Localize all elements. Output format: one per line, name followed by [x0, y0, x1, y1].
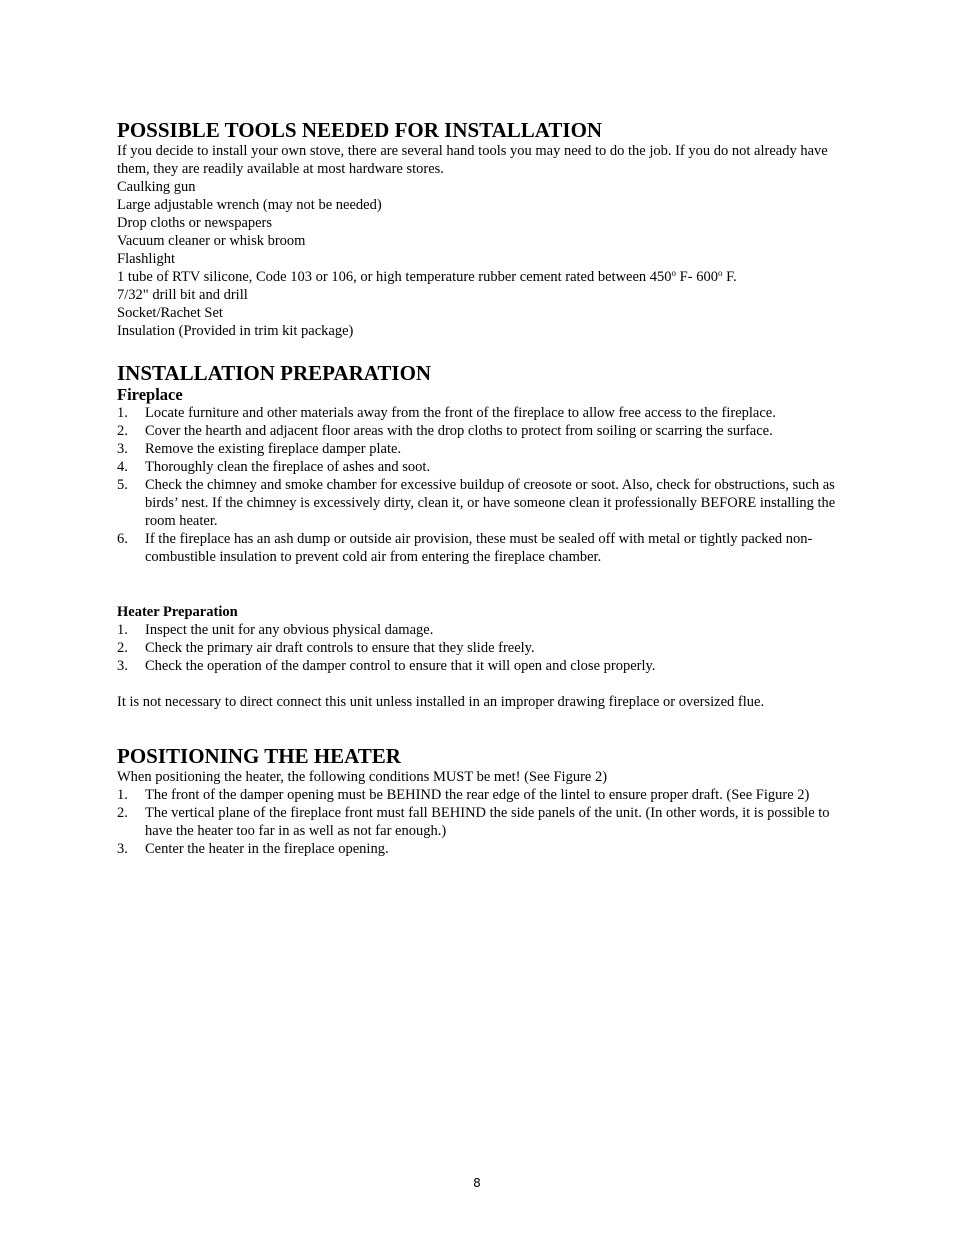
tool-item: Flashlight — [117, 251, 176, 267]
rtv-text-middle: F- 600 — [676, 269, 718, 285]
page-number: 8 — [473, 1176, 481, 1190]
tool-item-rtv — [117, 268, 837, 286]
tool-item: Vacuum cleaner or whisk broom — [117, 233, 306, 249]
list-item: 2. Cover the hearth and adjacent floor areas with the drop cloths to protect from soiling or scarring the surface. — [117, 423, 773, 439]
list-item: 5. Check the chimney and smoke chamber for excessive buildup of creosote or soot. Also, check for obstructions, such as birds’ nest. If the chimney is excessively dirty, clean it, or have someone clean it professionally BEFORE installing the room heater. — [117, 477, 836, 529]
tools-list — [117, 178, 837, 340]
tools-intro: If you decide to install your own stove, there are several hand tools you may need to do the job. If you do not already have them, they are readily available at most hardware stores. — [117, 143, 828, 177]
list-item: 3. Check the operation of the damper control to ensure that it will open and close properly. — [117, 658, 656, 674]
fireplace-heading: Fireplace — [117, 385, 183, 404]
tool-item: Caulking gun — [117, 179, 196, 195]
list-item: 4. Thoroughly clean the fireplace of ashes and soot. — [117, 459, 431, 475]
tool-item: Large adjustable wrench (may not be needed) — [117, 197, 382, 213]
list-item: 2. The vertical plane of the fireplace front must fall BEHIND the side panels of the unit. (In other words, it is possible to have the heater too far in as well as not far enough.) — [117, 805, 830, 839]
list-item: 1. The front of the damper opening must be BEHIND the rear edge of the lintel to ensure proper draft. (See Figure 2) — [117, 787, 810, 803]
degree-mark: o — [671, 268, 677, 278]
positioning-steps — [117, 786, 837, 858]
list-item: 1. Locate furniture and other materials away from the front of the fireplace to allow free access to the fireplace. — [117, 405, 776, 421]
tools-heading: POSSIBLE TOOLS NEEDED FOR INSTALLATION — [117, 118, 603, 142]
list-item: 1. Inspect the unit for any obvious physical damage. — [117, 622, 434, 638]
preparation-heading: INSTALLATION PREPARATION — [117, 361, 432, 385]
page-content — [117, 118, 837, 858]
degree-mark: o — [717, 268, 723, 278]
tool-item: Socket/Rachet Set — [117, 305, 223, 321]
tool-item: 7/32" drill bit and drill — [117, 287, 248, 303]
list-item: 2. Check the primary air draft controls to ensure that they slide freely. — [117, 640, 535, 656]
heater-prep-heading: Heater Preparation — [117, 604, 238, 620]
positioning-heading: POSITIONING THE HEATER — [117, 744, 401, 768]
tool-item: Insulation (Provided in trim kit package) — [117, 323, 354, 339]
list-item: 3. Remove the existing fireplace damper plate. — [117, 441, 402, 457]
list-item: 6. If the fireplace has an ash dump or outside air provision, these must be sealed off with metal or tightly packed non-combustible insulation to prevent cold air from entering the fireplace chamber. — [117, 531, 813, 565]
list-item: 3. Center the heater in the fireplace opening. — [117, 841, 389, 857]
rtv-text-after: F. — [722, 269, 737, 285]
tool-item: Drop cloths or newspapers — [117, 215, 273, 231]
positioning-intro: When positioning the heater, the following conditions MUST be met! (See Figure 2) — [117, 769, 608, 785]
direct-connect-note: It is not necessary to direct connect this unit unless installed in an improper drawing fireplace or oversized flue. — [117, 694, 765, 710]
rtv-text-before: 1 tube of RTV silicone, Code 103 or 106, or high temperature rubber cement rated between 450 — [117, 269, 672, 285]
heater-prep-steps — [117, 621, 837, 675]
fireplace-steps — [117, 404, 837, 566]
